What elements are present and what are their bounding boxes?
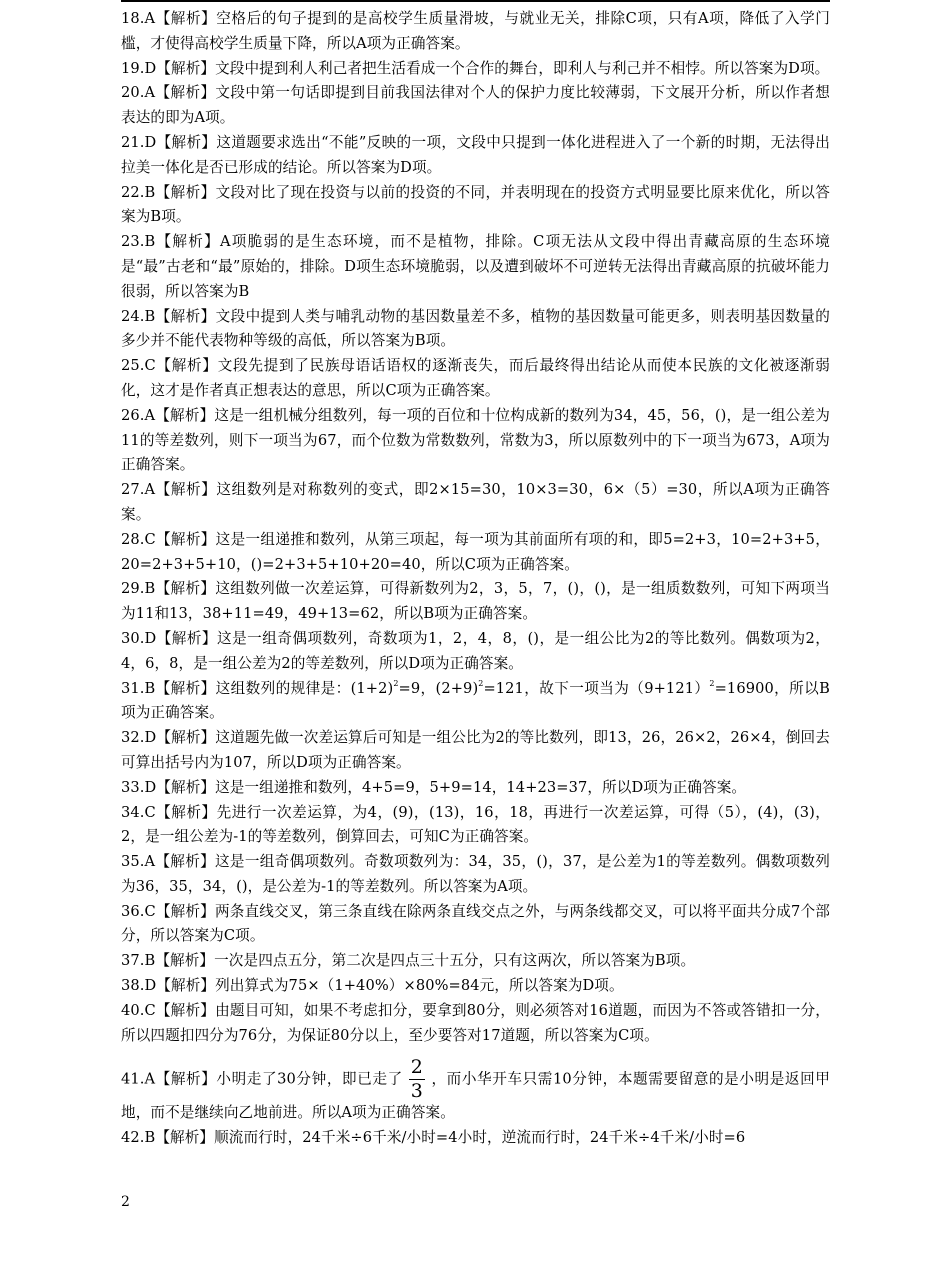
answer-31-superscript-3: 2 [709, 678, 715, 688]
answer-38: 38.D【解析】列出算式为75×（1+40%）×80%=84元，所以答案为D项。 [121, 977, 624, 995]
answer-34: 34.C【解析】先进行一次差运算，为4，(9)，(13)，16，18，再进行一次差运算，可得（5），(4)，(3)，2，是一组公差为-1的等差数列，倒算回去，可知C为正确答案。 [121, 803, 830, 846]
answer-40: 40.C【解析】由题目可知，如果不考虑扣分，要拿到80分，则必须答对16道题，而因为不答或答错扣一分，所以四题扣四分为76分，为保证80分以上，至少要答对17道题，所以答案为C项。 [121, 1001, 830, 1044]
header-rule [121, 0, 830, 2]
answer-31-part-1: 31.B【解析】这组数列的规律是：(1+2) [121, 679, 394, 697]
fraction-denominator: 3 [410, 1080, 423, 1103]
answer-explanations [121, 7, 830, 1151]
answer-23: 23.B【解析】A项脆弱的是生态环境，而不是植物，排除。C项无法从文段中得出青藏高原的生态环境是“最”古老和“最”原始的，排除。D项生态环境脆弱，以及遭到破坏不可逆转无法得出青藏高原的抗破坏能力很弱，所以答案为B [121, 233, 830, 300]
answer-32: 32.D【解析】这道题先做一次差运算后可知是一组公比为2的等比数列，即13，26，26×2，26×4，倒回去可算出括号内为107，所以D项为正确答案。 [121, 729, 830, 771]
answer-41-after: ，而小华开车只需10分钟，本题需要留意的是小明是返回甲地，而不是继续向乙地前进。所以A项为正确答案。 [121, 1070, 830, 1122]
answer-33: 33.D【解析】这是一组递推和数列，4+5=9，5+9=14，14+23=37，所以D项为正确答案。 [121, 778, 747, 796]
page-number: 2 [121, 1194, 130, 1210]
answer-28: 28.C【解析】这是一组递推和数列，从第三项起，每一项为其前面所有项的和，即5=2+3，10=2+3+5，20=2+3+5+10，()=2+3+5+10+20=40，所以C项为正确答案。 [121, 530, 830, 573]
fraction-two-thirds [409, 1058, 425, 1101]
answer-31-part-3: =121，故下一项当为（9+121） [483, 679, 710, 697]
answer-31 [121, 677, 830, 727]
fraction-numerator: 2 [410, 1056, 423, 1079]
answer-42: 42.B【解析】顺流而行时，24千米÷6千米/小时=4小时，逆流而行时，24千米÷4千米/小时=6 [121, 1129, 746, 1147]
answer-26: 26.A【解析】这是一组机械分组数列，每一项的百位和十位构成新的数列为34，45，56，()，是一组公差为11的等差数列，则下一项当为67，而个位数为常数数列，常数为3，所以原数列中的下一项当为673，A项为正确答案。 [121, 406, 830, 474]
answer-20: 20.A【解析】文段中第一句话即提到目前我国法律对个人的保护力度比较薄弱，下文展开分析，所以作者想表达的即为A项。 [121, 84, 830, 127]
answer-29: 29.B【解析】这组数列做一次差运算，可得新数列为2，3，5，7，()，()，是一组质数数列，可知下两项当为11和13，38+11=49，49+13=62，所以B项为正确答案。 [121, 580, 830, 623]
answer-31-superscript-1: 2 [393, 678, 399, 688]
answer-24: 24.B【解析】文段中提到人类与哺乳动物的基因数量差不多，植物的基因数量可能更多，则表明基因数量的多少并不能代表物种等级的高低，所以答案为B项。 [121, 307, 830, 350]
answer-22: 22.B【解析】文段对比了现在投资与以前的投资的不同，并表明现在的投资方式明显要比原来优化，所以答案为B项。 [121, 183, 830, 226]
answer-31-part-2: =9，(2+9) [398, 679, 479, 697]
answer-41-before: 41.A【解析】小明走了30分钟，即已走了 [121, 1070, 403, 1088]
answer-31-superscript-2: 2 [478, 678, 484, 688]
answer-25: 25.C【解析】文段先提到了民族母语话语权的逐渐丧失，而后最终得出结论从而使本民族的文化被逐渐弱化，这才是作者真正想表达的意思，所以C项为正确答案。 [121, 357, 830, 399]
answer-36: 36.C【解析】两条直线交叉，第三条直线在除两条直线交点之外，与两条线都交叉，可以将平面共分成7个部分，所以答案为C项。 [121, 902, 830, 945]
answer-35: 35.A【解析】这是一组奇偶项数列。奇数项数列为：34，35，()，37，是公差为1的等差数列。偶数项数列为36，35，34，()，是公差为-1的等差数列。所以答案为A项。 [121, 853, 830, 895]
answer-31-part-4: =16900，所以B项为正确答案。 [121, 679, 830, 722]
answer-19: 19.D【解析】文段中提到利人利己者把生活看成一个合作的舞台，即利人与利己并不相悖。所以答案为D项。 [121, 59, 830, 77]
answer-41 [121, 1048, 830, 1126]
answer-30: 30.D【解析】这是一组奇偶项数列，奇数项为1，2，4，8，()，是一组公比为2的等比数列。偶数项为2，4，6，8，是一组公差为2的等差数列，所以D项为正确答案。 [121, 629, 830, 672]
answer-18: 18.A【解析】空格后的句子提到的是高校学生质量滑坡，与就业无关，排除C项，只有A项，降低了入学门槛，才使得高校学生质量下降，所以A项为正确答案。 [121, 10, 830, 52]
answer-27: 27.A【解析】这组数列是对称数列的变式，即2×15=30，10×3=30，6×（5）=30，所以A项为正确答案。 [121, 481, 830, 523]
answer-21: 21.D【解析】这道题要求选出“不能”反映的一项，文段中只提到一体化进程进入了一个新的时期，无法得出拉美一体化是否已形成的结论。所以答案为D项。 [121, 133, 830, 176]
answer-37: 37.B【解析】一次是四点五分，第二次是四点三十五分，只有这两次，所以答案为B项。 [121, 952, 696, 970]
